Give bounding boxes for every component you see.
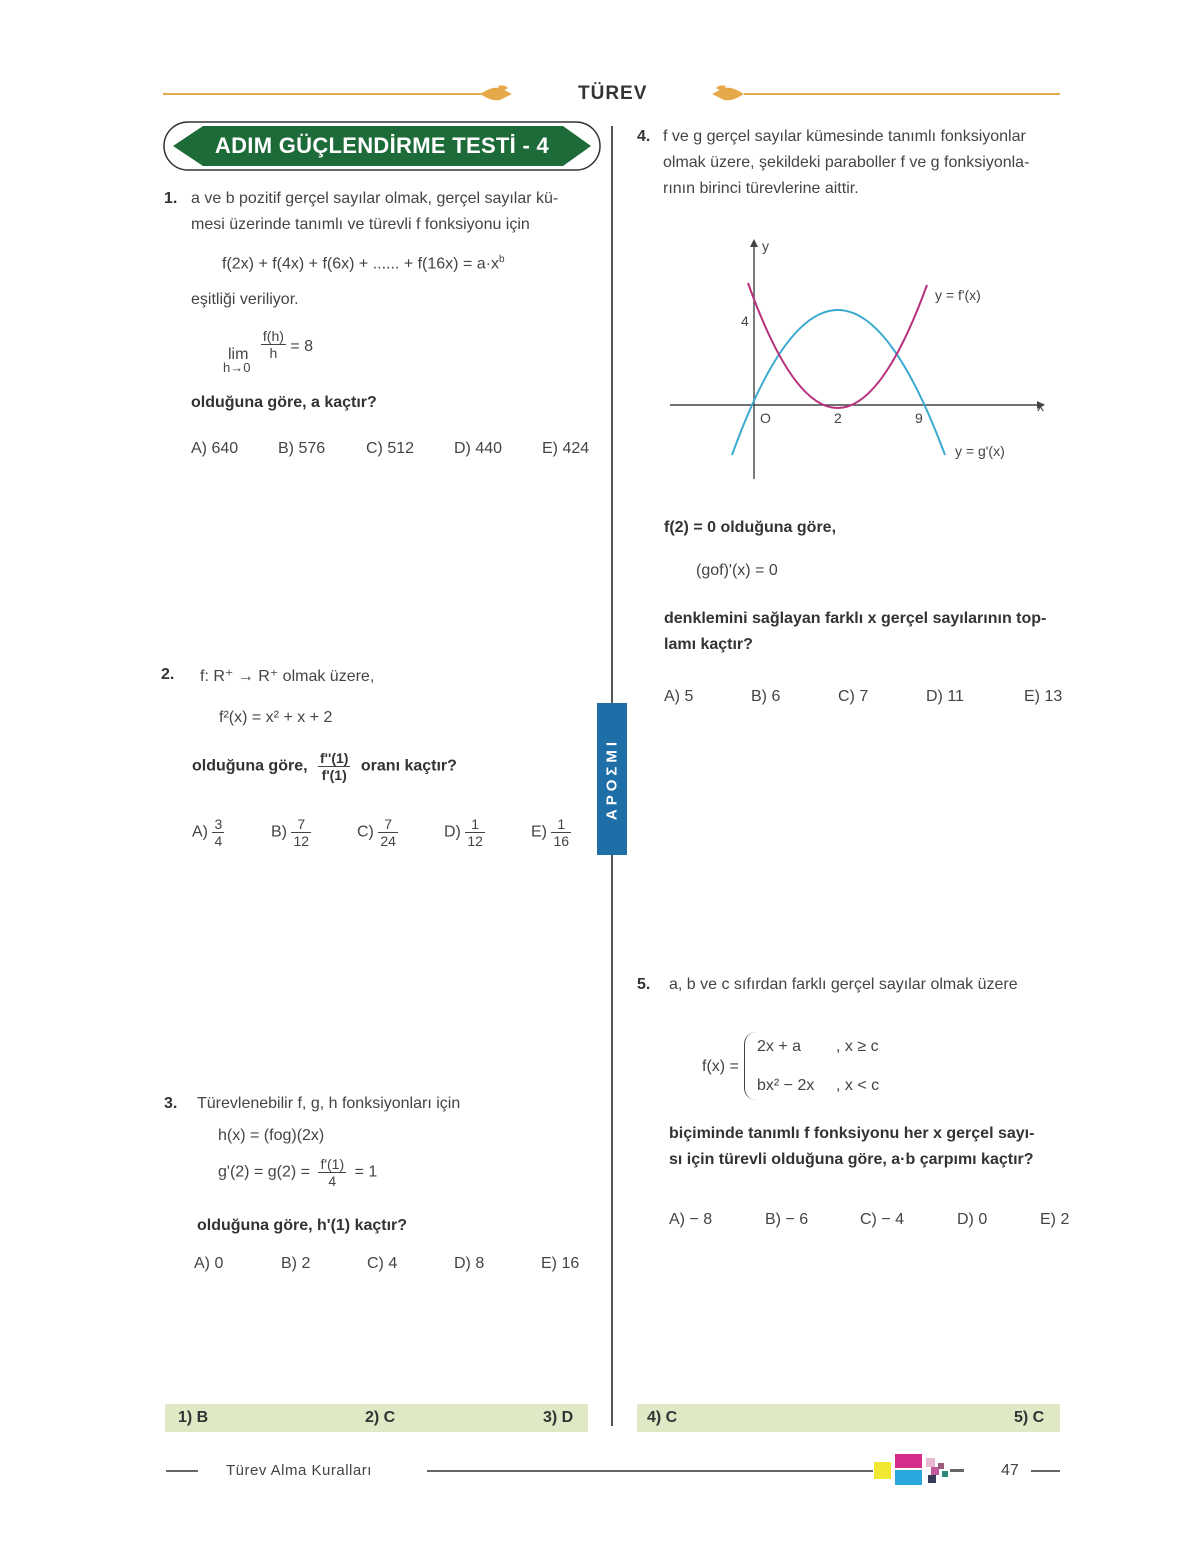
q5-question-line2: sı için türevli olduğuna göre, a·b çarpımı kaçtır?	[669, 1151, 1034, 1168]
q1-equation-exp: b	[498, 254, 505, 265]
q1-number: 1.	[164, 190, 178, 207]
q1-given: eşitliği veriliyor.	[191, 291, 299, 308]
q4-question-line1: denklemini sağlayan farklı x gerçel sayılarının top-	[664, 610, 1047, 627]
q4-graph-tick-0: O	[760, 410, 771, 426]
q4-equation: (gof)'(x) = 0	[696, 562, 778, 579]
q2-option-d-frac	[465, 816, 485, 849]
q1-option-c[interactable]: C) 512	[366, 440, 415, 457]
q3-line1: Türevlenebilir f, g, h fonksiyonları için	[197, 1095, 461, 1112]
answer-2: 2) C	[365, 1409, 396, 1426]
answer-5: 5) C	[1014, 1409, 1045, 1426]
footer-rule-left	[166, 1470, 198, 1472]
q5-question-line1: biçiminde tanımlı f fonksiyonu her x gerçel sayı-	[669, 1125, 1035, 1142]
q2-option-c-frac	[378, 816, 398, 849]
q1-line2: mesi üzerinde tanımlı ve türevli f fonksiyonu için	[191, 216, 530, 233]
q5-case2-cond: , x < c	[836, 1077, 880, 1094]
q4-option-b[interactable]: B) 6	[751, 688, 781, 705]
y-axis-arrow	[750, 239, 758, 247]
footer-squares-icon	[874, 1453, 966, 1487]
q4-graph-y-label: y	[762, 238, 769, 254]
q4-option-d[interactable]: D) 11	[926, 688, 964, 705]
q3-equation2-num: f'(1)	[320, 1156, 345, 1172]
q5-case2-expr: bx² − 2x	[757, 1077, 815, 1094]
q2-option-d-den: 12	[467, 833, 483, 849]
q2-option-d-num: 1	[465, 816, 485, 833]
q3-option-c[interactable]: C) 4	[367, 1255, 398, 1272]
q2-ratio-num: f''(1)	[320, 750, 349, 766]
q2-option-e-num: 1	[551, 816, 571, 833]
q3-number: 3.	[164, 1095, 178, 1112]
q2-option-a-num: 3	[214, 816, 223, 832]
q2-option-c[interactable]	[357, 816, 398, 849]
q3-equation2	[218, 1156, 377, 1189]
q1-option-b[interactable]: B) 576	[278, 440, 326, 457]
header-rule-left	[163, 93, 481, 95]
q5-brace	[744, 1032, 757, 1100]
banner-title: ADIM GÜÇLENDİRME TESTİ - 4	[214, 133, 550, 158]
page-title: TÜREV	[578, 83, 648, 104]
q2-option-e-frac	[551, 816, 571, 849]
q1-lim-num: f(h)	[262, 328, 284, 344]
publisher-tab-label: APOΣMI	[603, 737, 621, 821]
answer-3: 3) D	[543, 1409, 574, 1426]
q2-option-d[interactable]	[444, 816, 485, 849]
q4-graph-tick-2: 2	[834, 410, 842, 426]
q2-option-a[interactable]	[192, 816, 224, 849]
q4-graph-f-label: y = f'(x)	[935, 287, 981, 303]
header-rule-right	[744, 93, 1060, 95]
q5-case1-cond: , x ≥ c	[836, 1038, 879, 1055]
q3-option-e[interactable]: E) 16	[541, 1255, 580, 1272]
q5-option-b[interactable]: B) − 6	[765, 1211, 809, 1228]
q2-question-post: oranı kaçtır?	[360, 757, 457, 775]
q3-equation2-frac	[318, 1156, 346, 1189]
answer-key-left	[165, 1404, 588, 1432]
q3-option-a[interactable]: A) 0	[194, 1255, 224, 1272]
q4-graph-g-label: y = g'(x)	[955, 443, 1005, 459]
q3-equation2-pre: g'(2) = g(2) =	[218, 1163, 310, 1181]
q1-lim-frac	[261, 328, 286, 361]
footer-rule-right	[1031, 1470, 1060, 1472]
q4-option-c[interactable]: C) 7	[838, 688, 869, 705]
q2-option-a-den: 4	[214, 833, 223, 849]
q2-option-c-label: C)	[357, 823, 374, 841]
q1-limit	[228, 328, 313, 361]
arrow-left-icon	[710, 82, 746, 106]
q4-question-line2: lamı kaçtır?	[664, 636, 753, 653]
q4-option-e[interactable]: E) 13	[1024, 688, 1063, 705]
q4-line3: rının birinci türevlerine aittir.	[663, 180, 859, 197]
q2-question	[192, 750, 457, 783]
q5-case1-expr: 2x + a	[757, 1038, 802, 1055]
q3-option-d[interactable]: D) 8	[454, 1255, 485, 1272]
q3-equation1: h(x) = (fog)(2x)	[218, 1127, 325, 1144]
q2-equation: f²(x) = x² + x + 2	[219, 709, 333, 726]
q2-option-b[interactable]	[271, 816, 311, 849]
answer-key-right	[637, 1404, 1060, 1432]
q2-option-b-frac	[291, 816, 311, 849]
q5-option-d[interactable]: D) 0	[957, 1211, 988, 1228]
q1-lim: lim	[228, 345, 249, 363]
q2-option-a-frac	[212, 816, 224, 849]
q1-option-e[interactable]: E) 424	[542, 440, 590, 457]
q4-condition: f(2) = 0 olduğuna göre,	[664, 519, 837, 536]
q5-option-e[interactable]: E) 2	[1040, 1211, 1070, 1228]
g-prime-curve	[732, 310, 945, 455]
q1-question: olduğuna göre, a kaçtır?	[191, 394, 377, 411]
q5-number: 5.	[637, 976, 651, 993]
q2-ratio-den: f'(1)	[321, 767, 347, 783]
q2-question-pre: olduğuna göre,	[192, 757, 308, 775]
q4-option-a[interactable]: A) 5	[664, 688, 694, 705]
q1-lim-den: h	[269, 345, 278, 361]
q1-option-d[interactable]: D) 440	[454, 440, 503, 457]
q2-option-d-label: D)	[444, 823, 461, 841]
q3-equation2-post: = 1	[354, 1163, 378, 1181]
q1-line1: a ve b pozitif gerçel sayılar olmak, gerçel sayılar kü-	[191, 190, 559, 207]
q2-line1: f: R⁺ → R⁺ olmak üzere,	[200, 668, 375, 685]
q2-option-b-den: 12	[293, 833, 310, 849]
q5-fx: f(x) =	[702, 1058, 739, 1075]
q2-ratio	[318, 750, 350, 783]
q2-option-e-label: E)	[531, 823, 547, 841]
q1-lim-rhs: = 8	[290, 337, 314, 355]
q1-equation-text: f(2x) + f(4x) + f(6x) + ...... + f(16x) = a·x	[222, 255, 499, 273]
q4-line1: f ve g gerçel sayılar kümesinde tanımlı fonksiyonlar	[663, 128, 1026, 145]
q4-number: 4.	[637, 128, 651, 145]
q2-option-c-num: 7	[378, 816, 398, 833]
q1-option-a[interactable]: A) 640	[191, 440, 239, 457]
q2-option-b-label: B)	[271, 823, 287, 841]
arrow-right-icon	[478, 82, 514, 106]
q2-option-a-label: A)	[192, 823, 208, 841]
q4-graph-x-label: x	[1037, 398, 1044, 414]
page-number: 47	[1001, 1462, 1019, 1479]
publisher-tab	[597, 703, 627, 855]
f-prime-curve	[748, 283, 927, 408]
q1-equation	[222, 254, 505, 273]
q2-option-e[interactable]	[531, 816, 571, 849]
q5-line1: a, b ve c sıfırdan farklı gerçel sayılar olmak üzere	[669, 976, 1018, 993]
q3-equation2-den: 4	[328, 1173, 337, 1189]
q3-option-b[interactable]: B) 2	[281, 1255, 311, 1272]
q2-option-c-den: 24	[380, 833, 396, 849]
footer-rule-middle	[427, 1470, 873, 1472]
q2-number: 2.	[161, 666, 175, 683]
test-banner	[163, 121, 601, 171]
q4-graph-tick-9: 9	[915, 410, 923, 426]
q4-graph	[665, 235, 1065, 485]
answer-1: 1) B	[178, 1409, 209, 1426]
q4-line2: olmak üzere, şekildeki paraboller f ve g fonksiyonla-	[663, 154, 1030, 171]
footer-chapter: Türev Alma Kuralları	[226, 1462, 372, 1479]
q2-option-b-num: 7	[291, 816, 311, 833]
q5-option-a[interactable]: A) − 8	[669, 1211, 713, 1228]
q5-option-c[interactable]: C) − 4	[860, 1211, 905, 1228]
answer-4: 4) C	[647, 1409, 678, 1426]
q4-graph-tick-4: 4	[741, 313, 749, 329]
q2-option-e-den: 16	[553, 833, 570, 849]
q1-lim-sub: h→0	[223, 360, 251, 375]
q3-question: olduğuna göre, h'(1) kaçtır?	[197, 1217, 408, 1234]
